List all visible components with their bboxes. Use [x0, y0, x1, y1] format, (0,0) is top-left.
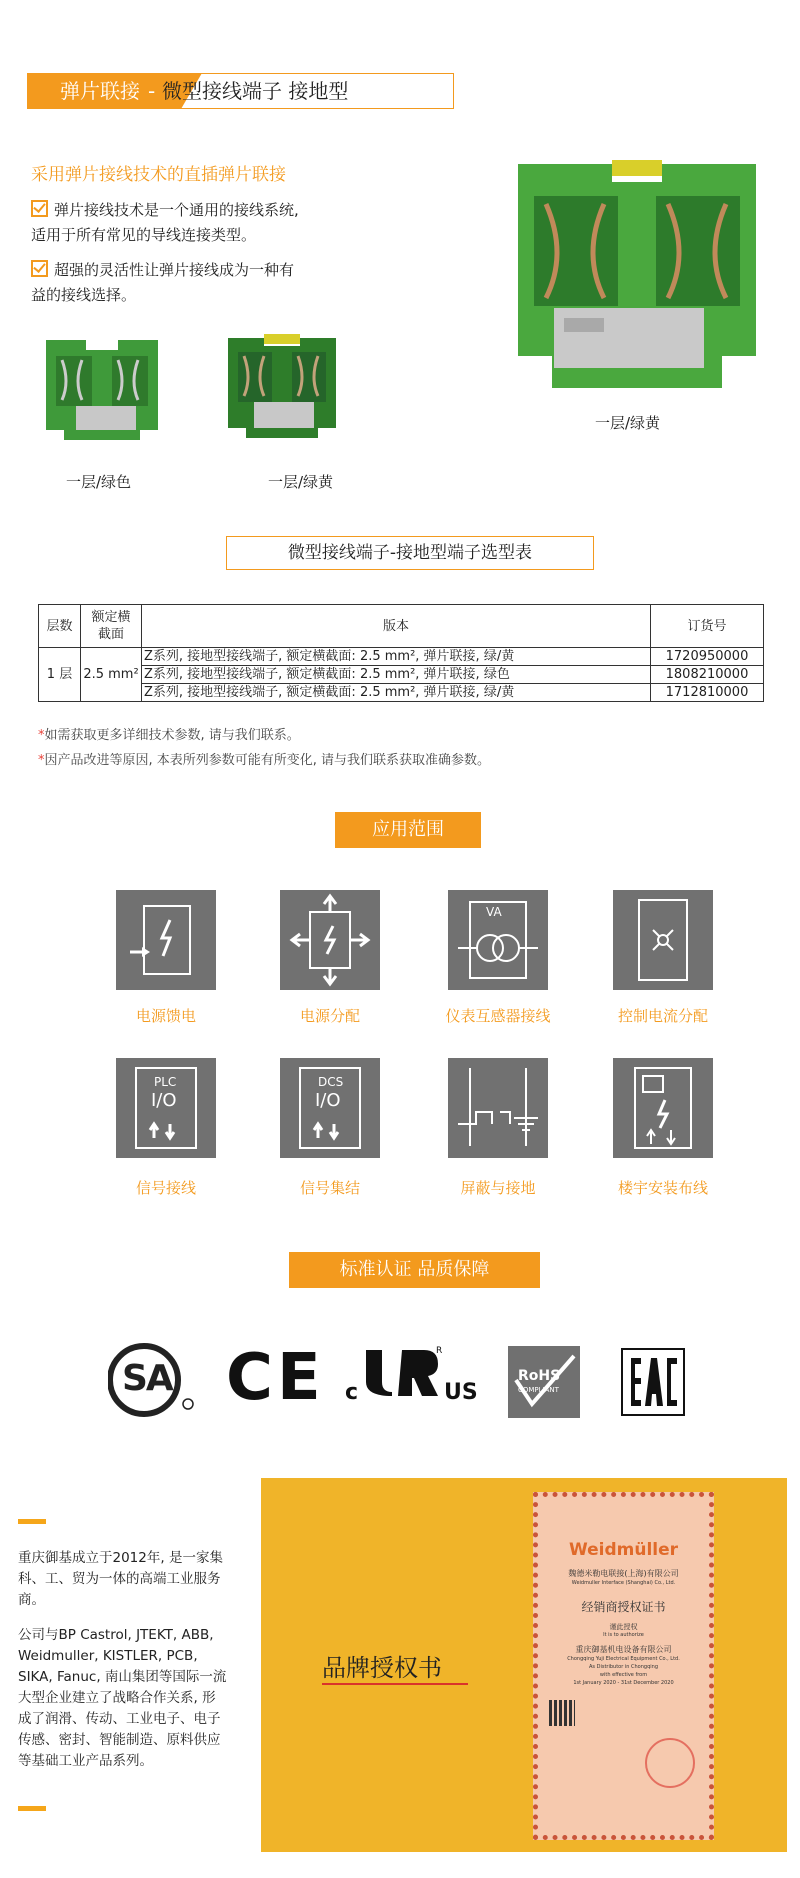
application-label: 电源分配	[299, 1007, 360, 1025]
intro-paragraph-1	[31, 198, 371, 248]
about-p1: 重庆御基成立于2012年, 是一家集科、工、贸为一体的高端工业服务商。	[18, 1550, 223, 1608]
ur-registered: R	[436, 1346, 443, 1356]
cert-authorize-en: It is to authorize	[603, 1632, 644, 1638]
header-order: 订货号	[651, 605, 764, 648]
cell-order: 1720950000	[651, 648, 764, 666]
cert-distributor: 重庆御基机电设备有限公司	[575, 1645, 672, 1654]
note-2-text: 因产品改进等原因, 本表所列参数可能有所变化, 请与我们联系获取准确参数。	[44, 753, 491, 768]
ur-logo	[362, 1346, 443, 1400]
table-header-row	[39, 605, 764, 648]
ce-logo: CE	[226, 1341, 325, 1415]
application-label: 楼宇安装布线	[617, 1179, 708, 1197]
weidmuller-logo: Weidmüller	[568, 1540, 679, 1560]
header-title: 微型接线端子 接地型	[162, 79, 349, 103]
rohs-logo-subtext: COMPLIANT	[518, 1386, 559, 1394]
qr-code-icon	[549, 1700, 575, 1726]
asterisk-icon: *	[38, 753, 45, 768]
application-label: 电源馈电	[135, 1007, 196, 1025]
control-current-icon	[613, 890, 713, 990]
asterisk-icon: *	[38, 728, 45, 743]
intro-title: 采用弹片接线技术的直插弹片联接	[31, 165, 286, 185]
product-caption-3: 一层/绿黄	[595, 414, 661, 432]
intro-p2-line1: 超强的灵活性让弹片接线成为一种有	[54, 261, 295, 279]
header-version: 版本	[142, 605, 651, 648]
terminal-green-yellow-small-image	[224, 330, 340, 440]
power-feed-icon	[116, 890, 216, 990]
intro-p2-line2: 益的接线选择。	[31, 286, 137, 304]
cert-company-en: Weidmuller Interface (Shanghai) Co., Ltd.	[571, 1580, 676, 1586]
header-dash: -	[148, 79, 156, 103]
about-p2: 公司与BP Castrol, JTEKT, ABB, Weidmuller, KISTLER, PCB, SIKA, Fanuc, 南山集团等国际一流大型企业建立了战略合作关系, 形成了润滑、传动、工业电子、电子传感、密封、智能制造、原料供应等基础工业产品系列。	[18, 1627, 227, 1769]
power-distribution-icon	[280, 890, 380, 990]
cell-order: 1808210000	[651, 666, 764, 684]
cert-as: As Distributor in Chongqing	[589, 1664, 658, 1670]
cert-distributor-en: Chongqing Yuji Electrical Equipment Co., Ltd.	[567, 1656, 680, 1662]
product-caption-1: 一层/绿色	[66, 473, 132, 491]
note-1	[38, 724, 300, 743]
product-caption-2: 一层/绿黄	[268, 473, 334, 491]
authorization-certificate	[533, 1492, 714, 1840]
note-1-text: 如需获取更多详细技术参数, 请与我们联系。	[44, 728, 300, 743]
accent-bar-bottom	[18, 1806, 46, 1811]
csa-logo-text: SA	[122, 1358, 172, 1399]
cell-layers: 1 层	[39, 648, 81, 702]
brand-underline	[322, 1683, 468, 1685]
terminal-green-yellow-large-image	[512, 156, 762, 396]
cell-version: Z系列, 接地型接线端子, 额定横截面: 2.5 mm², 弹片联接, 绿/黄	[142, 648, 651, 666]
table-row	[39, 648, 764, 666]
cert-company: 魏德米勒电联接(上海)有限公司	[568, 1569, 679, 1578]
intro-p1-line1: 弹片接线技术是一个通用的接线系统,	[54, 201, 299, 219]
header-tab-label: 弹片联接	[60, 79, 140, 103]
checkbox-icon	[31, 260, 48, 277]
checkbox-icon	[31, 200, 48, 217]
certifications-title: 标准认证 品质保障	[289, 1252, 540, 1288]
company-seal-icon	[645, 1738, 695, 1788]
application-label: 仪表互感器接线	[445, 1007, 551, 1025]
cell-version: Z系列, 接地型接线端子, 额定横截面: 2.5 mm², 弹片联接, 绿色	[142, 666, 651, 684]
cert-dates: 1st January 2020 - 31st December 2020	[573, 1680, 674, 1686]
table-row	[39, 684, 764, 702]
cell-order: 1712810000	[651, 684, 764, 702]
plc-label: PLC	[154, 1075, 177, 1089]
rohs-logo-text: RoHS	[518, 1368, 561, 1384]
application-label: 信号集结	[299, 1179, 360, 1197]
terminal-green-image	[42, 336, 162, 442]
application-label: 屏蔽与接地	[460, 1179, 536, 1197]
dcs-io-label: I/O	[315, 1090, 341, 1111]
dcs-label: DCS	[318, 1075, 344, 1089]
ur-logo-c: c	[345, 1380, 359, 1405]
note-2	[38, 749, 490, 768]
header-section-line1: 额定横	[91, 610, 131, 625]
table-row	[39, 666, 764, 684]
cert-authorize: 谨此授权	[609, 1623, 638, 1631]
ur-logo-us: US	[444, 1380, 478, 1405]
building-wiring-icon	[613, 1058, 713, 1158]
application-label: 信号接线	[135, 1179, 196, 1197]
selection-table-title: 微型接线端子-接地型端子选型表	[226, 536, 594, 570]
cell-section: 2.5 mm²	[81, 648, 142, 702]
header-section	[81, 605, 142, 648]
shield-ground-icon	[448, 1058, 548, 1158]
header-layers: 层数	[39, 605, 81, 648]
cell-version: Z系列, 接地型接线端子, 额定横截面: 2.5 mm², 弹片联接, 绿/黄	[142, 684, 651, 702]
transformer-icon-label: VA	[486, 905, 502, 919]
selection-table	[38, 604, 764, 702]
accent-bar-top	[18, 1519, 46, 1524]
intro-p1-line2: 适用于所有常见的导线连接类型。	[31, 226, 257, 244]
cert-effective: with effective from	[599, 1672, 648, 1678]
about-text	[18, 1548, 228, 1772]
cert-title: 经销商授权证书	[581, 1600, 666, 1614]
eac-logo	[621, 1348, 685, 1416]
application-label: 控制电流分配	[617, 1007, 708, 1025]
intro-paragraph-2	[31, 258, 371, 308]
header-section-line2: 截面	[97, 627, 124, 642]
brand-title: 品牌授权书	[322, 1654, 442, 1682]
plc-io-label: I/O	[151, 1090, 177, 1111]
applications-title: 应用范围	[335, 812, 481, 848]
